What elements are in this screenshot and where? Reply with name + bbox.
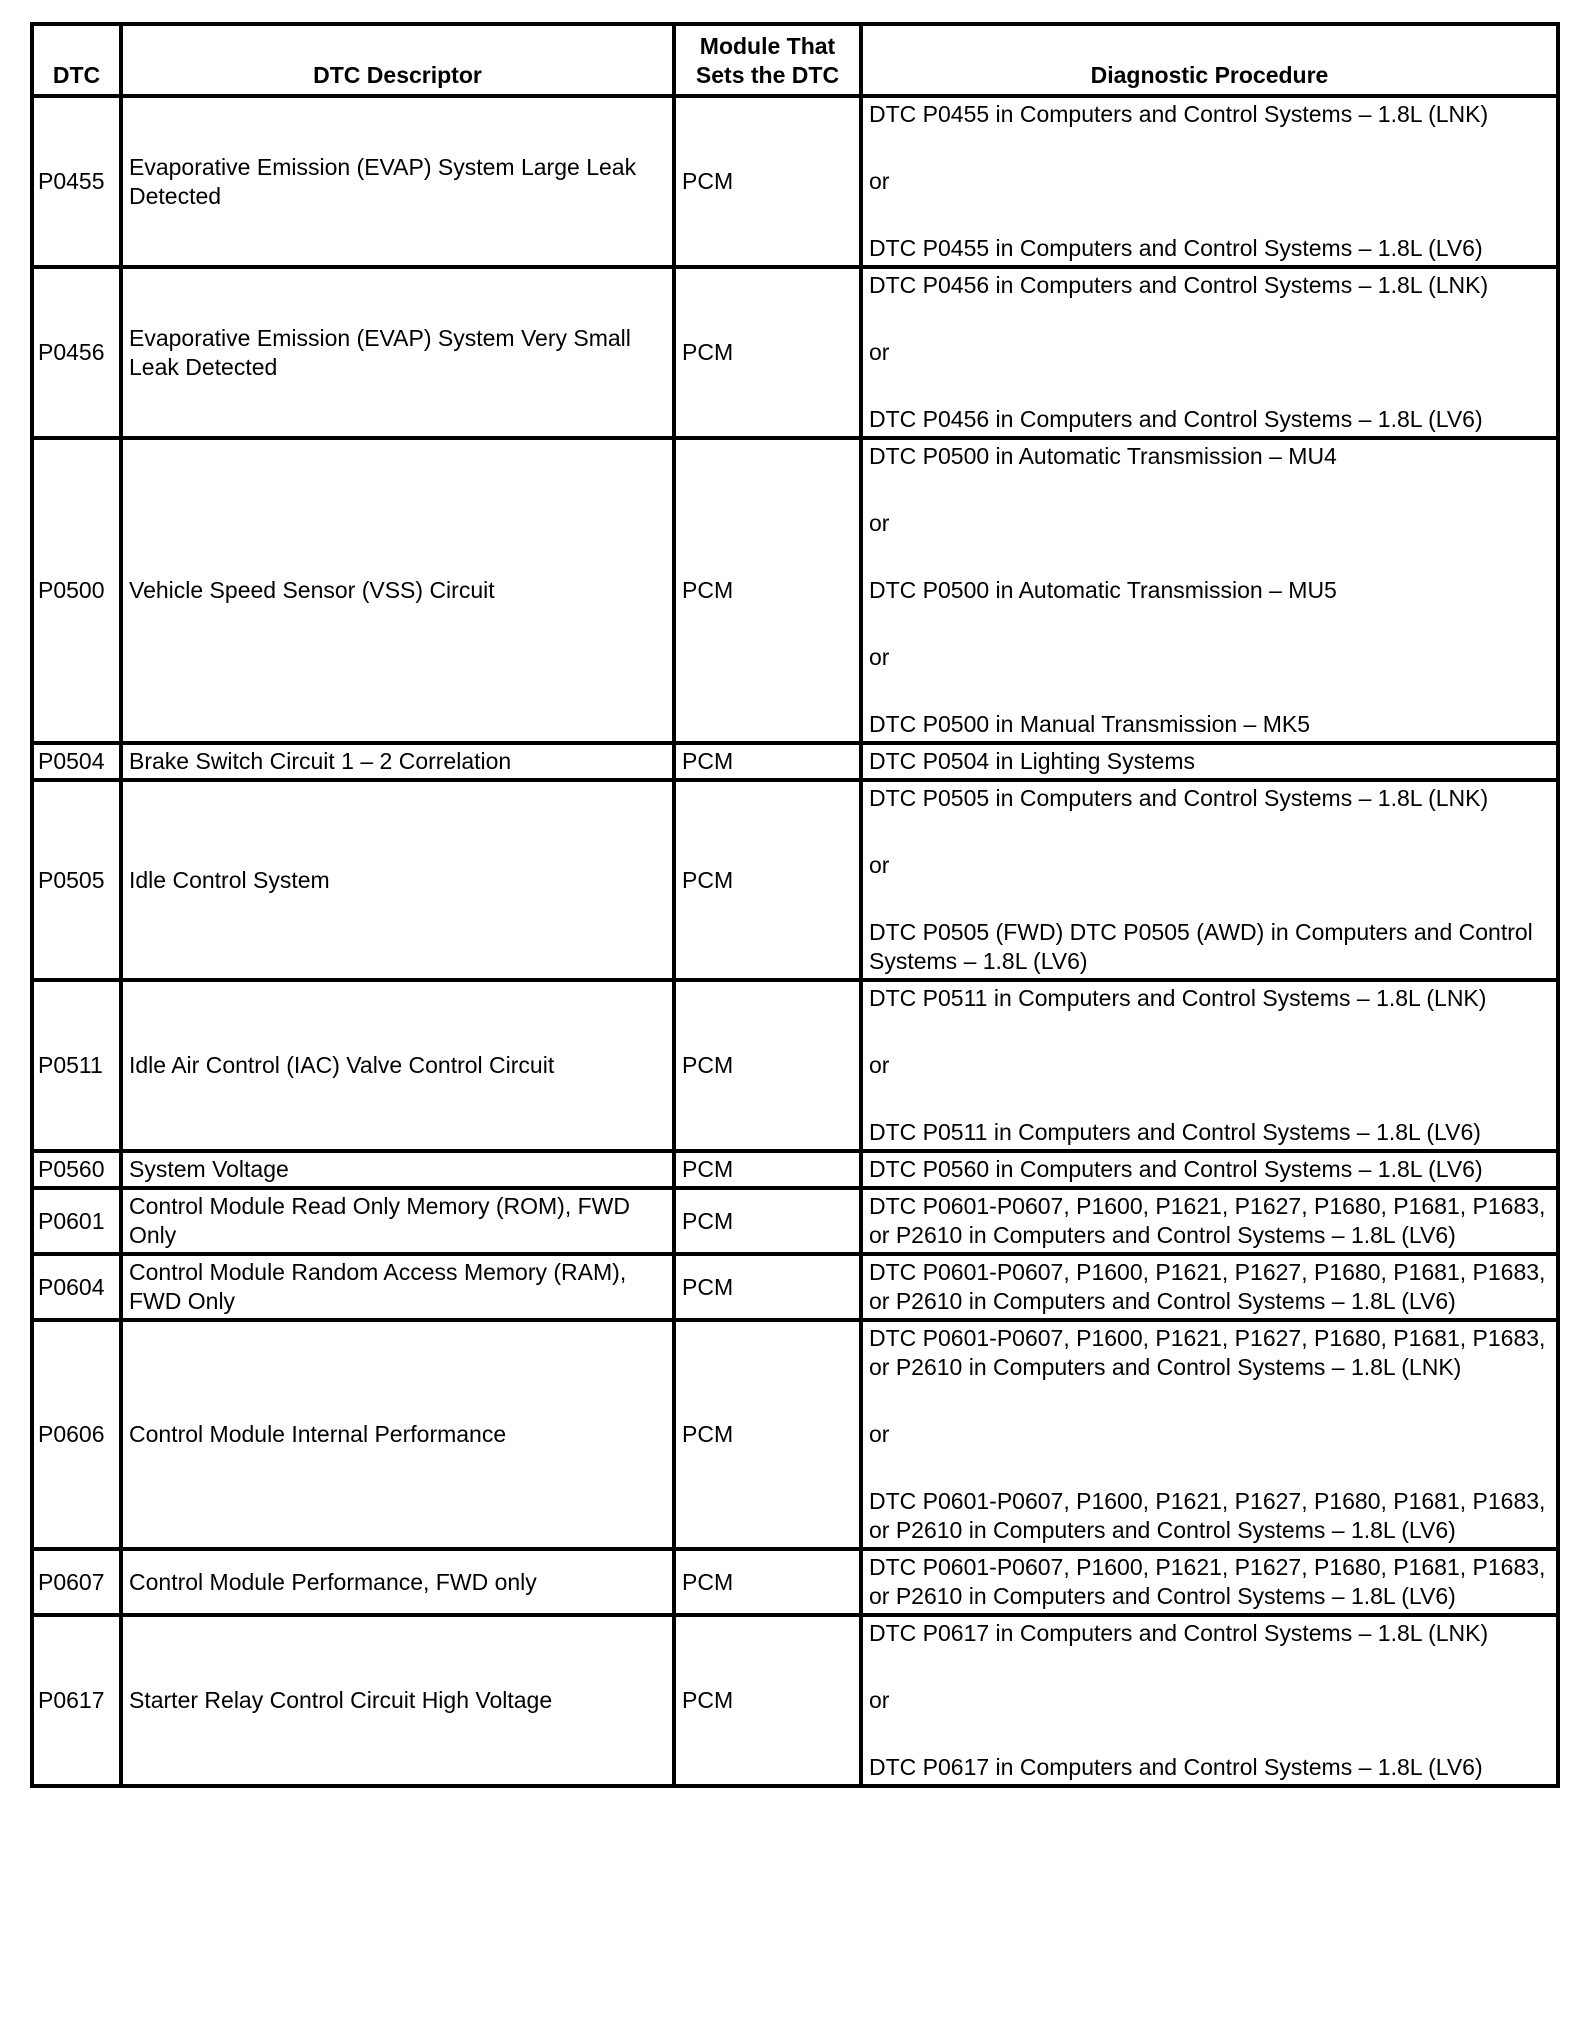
header-descriptor: DTC Descriptor (121, 24, 674, 96)
dtc-code-cell: P0511 (32, 980, 121, 1151)
dtc-table (30, 22, 1560, 1788)
procedure-or-separator: or (869, 852, 890, 878)
procedure-or-separator: or (869, 1421, 890, 1447)
procedure-reference: DTC P0455 in Computers and Control Systems – 1.8L (LNK) (869, 101, 1489, 127)
dtc-descriptor-cell: Idle Control System (121, 780, 674, 980)
module-cell: PCM (674, 1188, 861, 1254)
table-row (32, 980, 1558, 1151)
diagnostic-procedure-cell (861, 1615, 1558, 1786)
module-cell: PCM (674, 1320, 861, 1549)
procedure-reference: DTC P0511 in Computers and Control Systems – 1.8L (LNK) (869, 985, 1487, 1011)
module-cell: PCM (674, 267, 861, 438)
dtc-descriptor-cell: Control Module Performance, FWD only (121, 1549, 674, 1615)
diagnostic-procedure-cell (861, 1549, 1558, 1615)
procedure-spacer (869, 880, 1550, 918)
table-row (32, 1549, 1558, 1615)
procedure-reference: DTC P0500 in Automatic Transmission – MU5 (869, 577, 1337, 603)
procedure-or-separator: or (869, 168, 890, 194)
module-cell: PCM (674, 980, 861, 1151)
procedure-reference: DTC P0455 in Computers and Control Systems – 1.8L (LV6) (869, 235, 1483, 261)
procedure-spacer (869, 605, 1550, 643)
procedure-reference: DTC P0601-P0607, P1600, P1621, P1627, P1680, P1681, P1683, or P2610 in Computers and Control Systems – 1.8L (LV6) (869, 1193, 1546, 1248)
header-module: Module That Sets the DTC (674, 24, 861, 96)
procedure-spacer (869, 300, 1550, 338)
procedure-reference: DTC P0617 in Computers and Control Systems – 1.8L (LV6) (869, 1754, 1483, 1780)
dtc-descriptor-cell: Vehicle Speed Sensor (VSS) Circuit (121, 438, 674, 743)
procedure-spacer (869, 813, 1550, 851)
table-row (32, 743, 1558, 780)
dtc-code-cell: P0604 (32, 1254, 121, 1320)
table-row (32, 1320, 1558, 1549)
module-cell: PCM (674, 1151, 861, 1188)
table-row (32, 96, 1558, 267)
procedure-reference: DTC P0601-P0607, P1600, P1621, P1627, P1680, P1681, P1683, or P2610 in Computers and Control Systems – 1.8L (LV6) (869, 1259, 1546, 1314)
diagnostic-procedure-cell (861, 267, 1558, 438)
document-page (30, 22, 1560, 1788)
table-row (32, 267, 1558, 438)
module-cell: PCM (674, 780, 861, 980)
diagnostic-procedure-cell (861, 780, 1558, 980)
procedure-reference: DTC P0511 in Computers and Control Systems – 1.8L (LV6) (869, 1119, 1481, 1145)
dtc-code-cell: P0504 (32, 743, 121, 780)
dtc-descriptor-cell: Control Module Internal Performance (121, 1320, 674, 1549)
module-cell: PCM (674, 96, 861, 267)
procedure-spacer (869, 1715, 1550, 1753)
table-row (32, 1151, 1558, 1188)
diagnostic-procedure-cell (861, 743, 1558, 780)
module-cell: PCM (674, 1549, 861, 1615)
dtc-descriptor-cell: Evaporative Emission (EVAP) System Large Leak Detected (121, 96, 674, 267)
module-cell: PCM (674, 438, 861, 743)
procedure-or-separator: or (869, 339, 890, 365)
diagnostic-procedure-cell (861, 1320, 1558, 1549)
diagnostic-procedure-cell (861, 438, 1558, 743)
header-dtc: DTC (32, 24, 121, 96)
procedure-spacer (869, 1013, 1550, 1051)
dtc-code-cell: P0500 (32, 438, 121, 743)
dtc-descriptor-cell: Control Module Random Access Memory (RAM), FWD Only (121, 1254, 674, 1320)
module-cell: PCM (674, 1615, 861, 1786)
procedure-or-separator: or (869, 644, 890, 670)
table-row (32, 1615, 1558, 1786)
dtc-descriptor-cell: System Voltage (121, 1151, 674, 1188)
dtc-code-cell: P0455 (32, 96, 121, 267)
procedure-reference: DTC P0500 in Manual Transmission – MK5 (869, 711, 1311, 737)
procedure-reference: DTC P0601-P0607, P1600, P1621, P1627, P1680, P1681, P1683, or P2610 in Computers and Control Systems – 1.8L (LNK) (869, 1325, 1546, 1380)
procedure-reference: DTC P0456 in Computers and Control Systems – 1.8L (LNK) (869, 272, 1489, 298)
dtc-code-cell: P0560 (32, 1151, 121, 1188)
table-body (32, 96, 1558, 1786)
procedure-spacer (869, 672, 1550, 710)
table-row (32, 780, 1558, 980)
diagnostic-procedure-cell (861, 96, 1558, 267)
table-header-row (32, 24, 1558, 96)
table-row (32, 438, 1558, 743)
procedure-reference: DTC P0601-P0607, P1600, P1621, P1627, P1680, P1681, P1683, or P2610 in Computers and Control Systems – 1.8L (LV6) (869, 1488, 1546, 1543)
procedure-reference: DTC P0456 in Computers and Control Systems – 1.8L (LV6) (869, 406, 1483, 432)
procedure-spacer (869, 196, 1550, 234)
procedure-spacer (869, 1449, 1550, 1487)
dtc-code-cell: P0607 (32, 1549, 121, 1615)
procedure-reference: DTC P0617 in Computers and Control Systems – 1.8L (LNK) (869, 1620, 1489, 1646)
procedure-reference: DTC P0505 in Computers and Control Systems – 1.8L (LNK) (869, 785, 1489, 811)
dtc-code-cell: P0505 (32, 780, 121, 980)
module-cell: PCM (674, 1254, 861, 1320)
procedure-reference: DTC P0500 in Automatic Transmission – MU4 (869, 443, 1337, 469)
procedure-reference: DTC P0505 (FWD) DTC P0505 (AWD) in Computers and Control Systems – 1.8L (LV6) (869, 919, 1533, 974)
dtc-code-cell: P0617 (32, 1615, 121, 1786)
procedure-spacer (869, 471, 1550, 509)
procedure-or-separator: or (869, 1687, 890, 1713)
diagnostic-procedure-cell (861, 1254, 1558, 1320)
procedure-spacer (869, 1080, 1550, 1118)
dtc-code-cell: P0456 (32, 267, 121, 438)
procedure-spacer (869, 1648, 1550, 1686)
procedure-spacer (869, 1382, 1550, 1420)
procedure-spacer (869, 367, 1550, 405)
header-procedure: Diagnostic Procedure (861, 24, 1558, 96)
diagnostic-procedure-cell (861, 1188, 1558, 1254)
dtc-descriptor-cell: Starter Relay Control Circuit High Voltage (121, 1615, 674, 1786)
dtc-descriptor-cell: Control Module Read Only Memory (ROM), FWD Only (121, 1188, 674, 1254)
table-row (32, 1188, 1558, 1254)
procedure-spacer (869, 129, 1550, 167)
dtc-code-cell: P0601 (32, 1188, 121, 1254)
dtc-descriptor-cell: Idle Air Control (IAC) Valve Control Circuit (121, 980, 674, 1151)
dtc-descriptor-cell: Brake Switch Circuit 1 – 2 Correlation (121, 743, 674, 780)
procedure-or-separator: or (869, 1052, 890, 1078)
diagnostic-procedure-cell (861, 1151, 1558, 1188)
diagnostic-procedure-cell (861, 980, 1558, 1151)
procedure-spacer (869, 538, 1550, 576)
procedure-or-separator: or (869, 510, 890, 536)
procedure-reference: DTC P0504 in Lighting Systems (869, 748, 1195, 774)
dtc-code-cell: P0606 (32, 1320, 121, 1549)
table-row (32, 1254, 1558, 1320)
procedure-reference: DTC P0601-P0607, P1600, P1621, P1627, P1680, P1681, P1683, or P2610 in Computers and Control Systems – 1.8L (LV6) (869, 1554, 1546, 1609)
procedure-reference: DTC P0560 in Computers and Control Systems – 1.8L (LV6) (869, 1156, 1483, 1182)
module-cell: PCM (674, 743, 861, 780)
dtc-descriptor-cell: Evaporative Emission (EVAP) System Very Small Leak Detected (121, 267, 674, 438)
